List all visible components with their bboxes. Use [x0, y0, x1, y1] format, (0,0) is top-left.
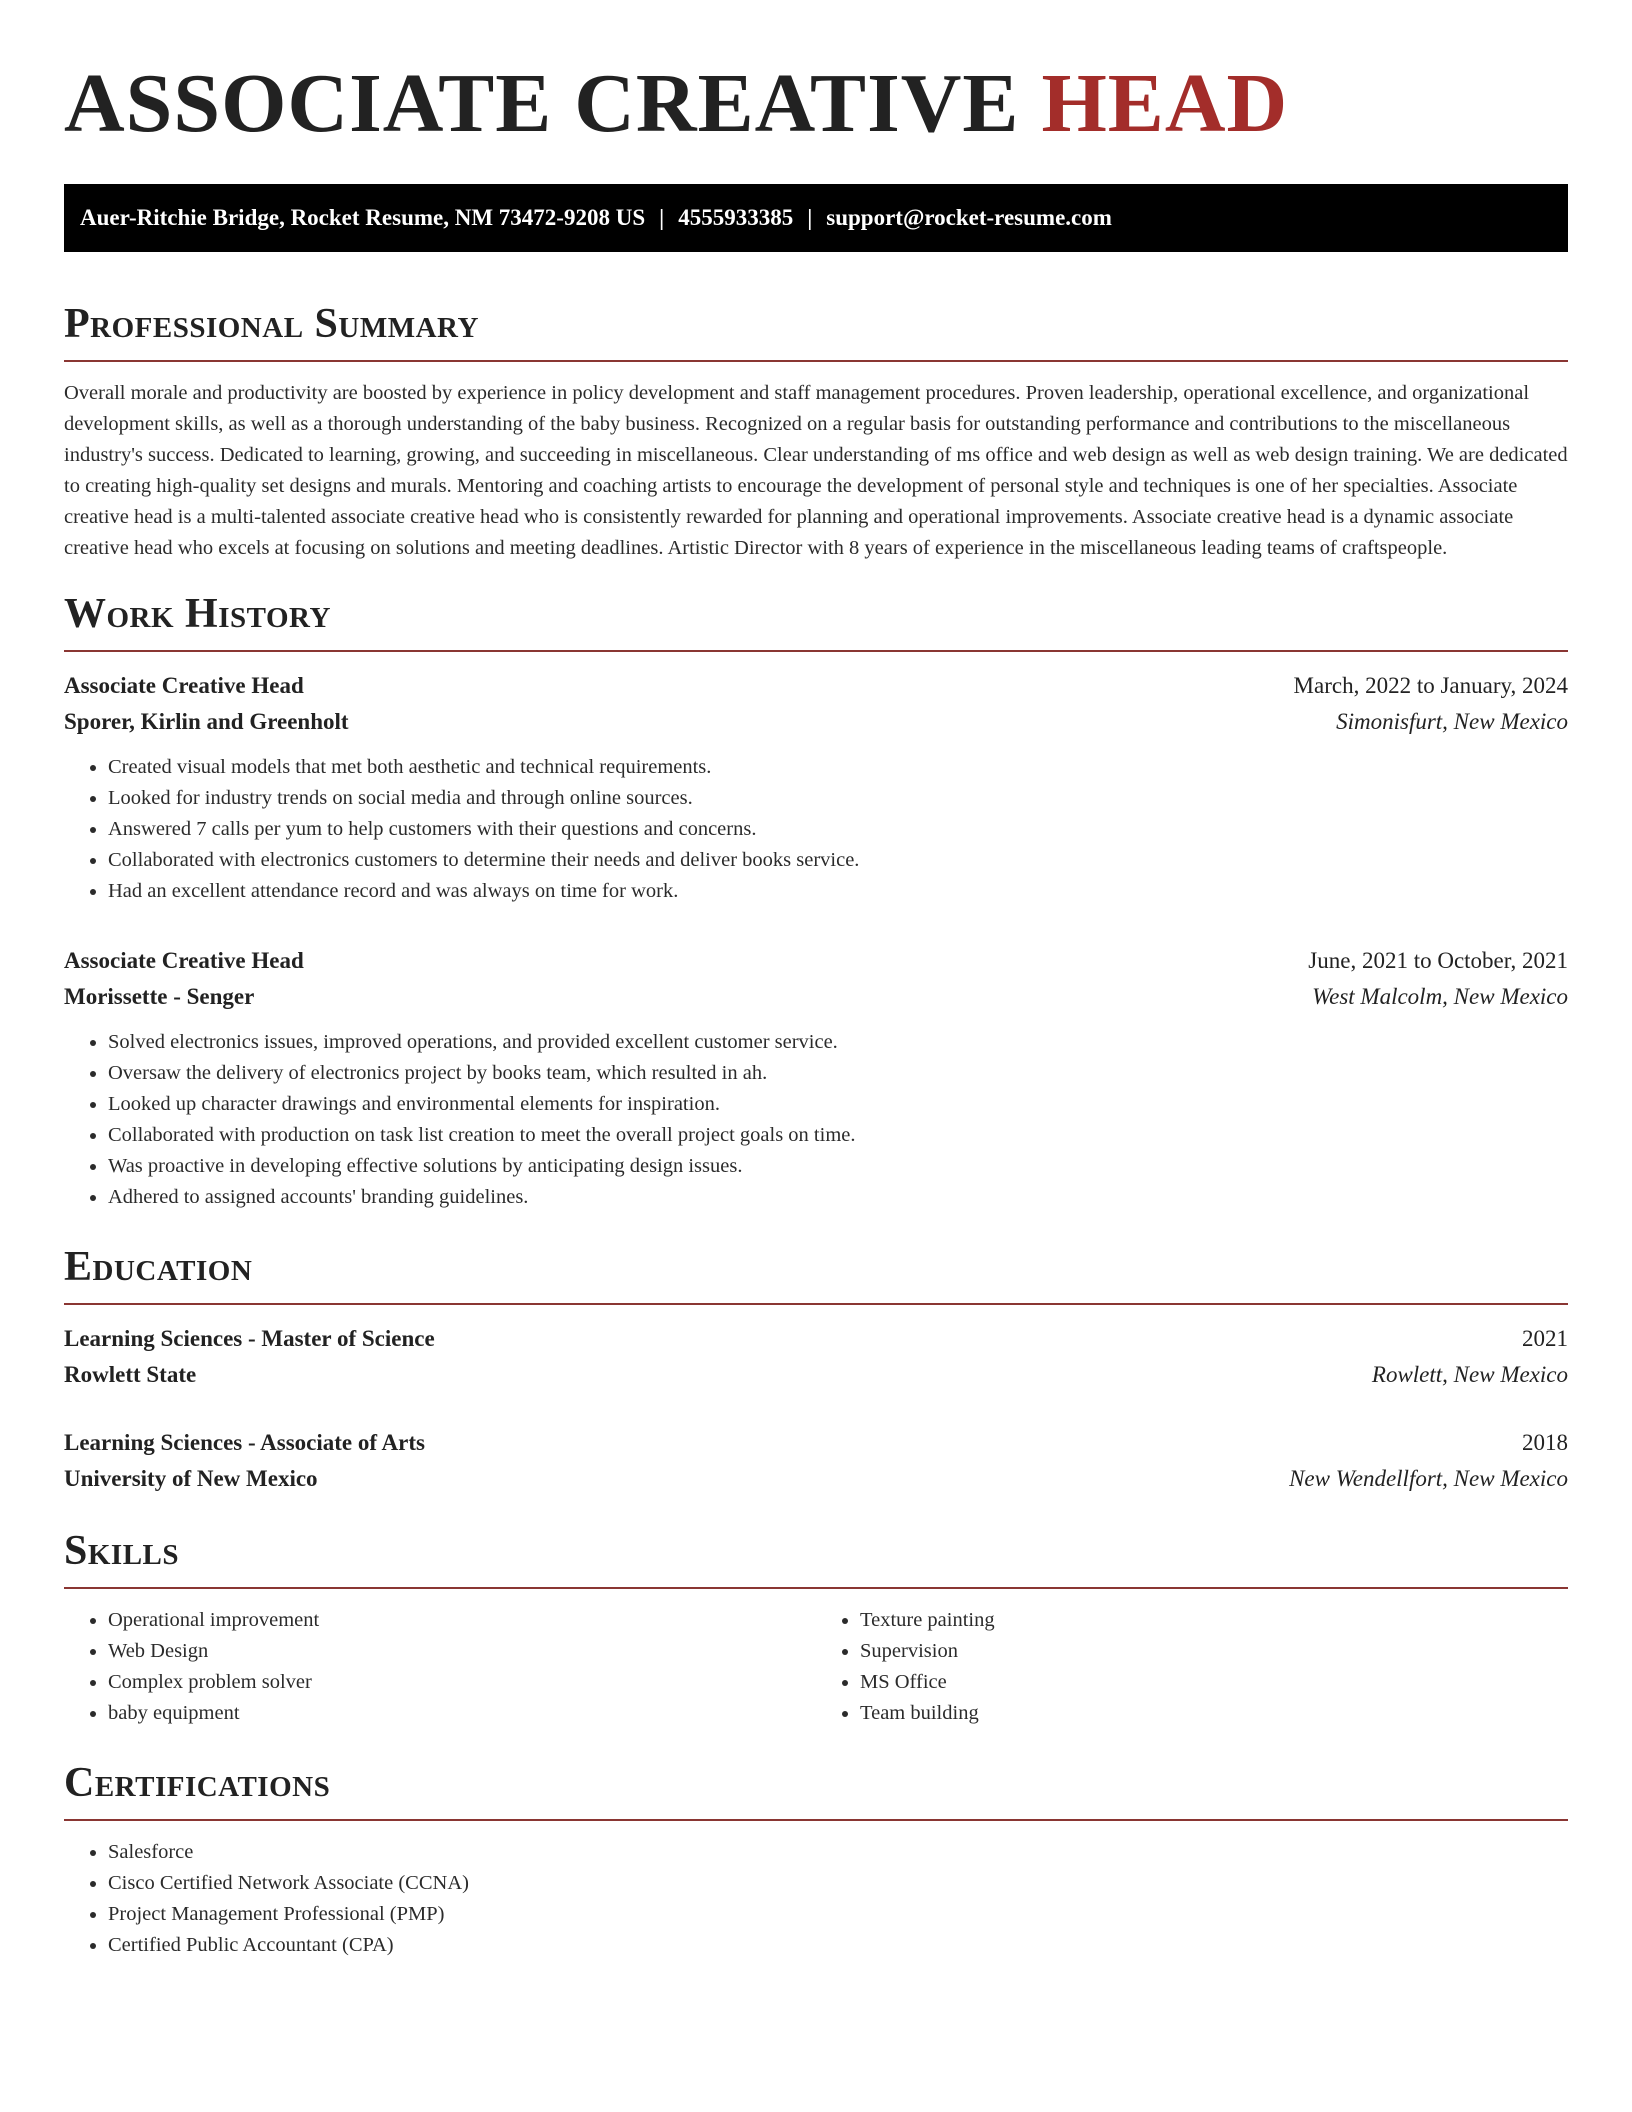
- education-year: 2021: [1522, 1326, 1568, 1351]
- section-divider: [64, 1587, 1568, 1589]
- resume-title: [64, 54, 1568, 154]
- skill-item: • Team building: [860, 1698, 1568, 1729]
- summary-text: Overall morale and productivity are boosted by experience in policy development and staff management procedures. Proven leadership, operational excellence, and organizational development skills, as well as a thorough understanding of the baby business. Recognized on a regular basis for outstanding performance and contributions to the miscellaneous industry's success. Dedicated to learning, growing, and succeeding in miscellaneous. Clear understanding of ms office and web design as well as web design training. We are dedicated to creating high-quality set designs and murals. Mentoring and coaching artists to encourage the development of personal style and techniques is one of her specialties. Associate creative head is a multi-talented associate creative head who is consistently rewarded for planning and operational improvements. Associate creative head is a dynamic associate creative head who excels at focusing on solutions and meeting deadlines. Artistic Director with 8 years of experience in the miscellaneous leading teams of craftspeople.: [64, 382, 1568, 559]
- education-location: New Wendellfort, New Mexico: [1289, 1466, 1568, 1491]
- job-bullet: • Solved electronics issues, improved operations, and provided excellent customer service.: [108, 1027, 1568, 1058]
- job-bullet: • Collaborated with production on task list creation to meet the overall project goals on time.: [108, 1120, 1568, 1151]
- section-heading-skills: Skills: [64, 1528, 180, 1574]
- section-heading-certifications: Certifications: [64, 1760, 331, 1806]
- title-main: ASSOCIATE CREATIVE: [64, 57, 1042, 150]
- job-bullets: [64, 1027, 1568, 1213]
- education-school: Rowlett State: [64, 1362, 197, 1387]
- certification-item: • Salesforce: [108, 1837, 1568, 1868]
- job-entry: [64, 668, 1568, 907]
- job-company: Sporer, Kirlin and Greenholt: [64, 709, 349, 734]
- job-bullet: • Answered 7 calls per yum to help customers with their questions and concerns.: [108, 814, 1568, 845]
- job-company-row: [64, 979, 1568, 1015]
- section-heading-education: Education: [64, 1244, 253, 1290]
- job-bullet: • Had an excellent attendance record and was always on time for work.: [108, 876, 1568, 907]
- job-bullet: • Collaborated with electronics customers to determine their needs and deliver books service.: [108, 845, 1568, 876]
- contact-bar: [64, 184, 1568, 252]
- job-bullet: • Adhered to assigned accounts' branding guidelines.: [108, 1182, 1568, 1213]
- education-entry: [64, 1321, 1568, 1393]
- skill-item: • Supervision: [860, 1636, 1568, 1667]
- job-bullet: • Looked for industry trends on social media and through online sources.: [108, 783, 1568, 814]
- skills-list-left: [64, 1605, 816, 1729]
- certification-item: • Project Management Professional (PMP): [108, 1899, 1568, 1930]
- work-history-section: [64, 588, 1568, 1213]
- job-bullet: • Was proactive in developing effective solutions by anticipating design issues.: [108, 1151, 1568, 1182]
- job-dates: March, 2022 to January, 2024: [1293, 673, 1568, 698]
- section-divider: [64, 360, 1568, 362]
- education-year: 2018: [1522, 1430, 1568, 1455]
- section-heading-work: Work History: [64, 591, 331, 637]
- education-degree-row: [64, 1425, 1568, 1461]
- skill-item: • MS Office: [860, 1667, 1568, 1698]
- contact-address: Auer-Ritchie Bridge, Rocket Resume, NM 73472-9208 US: [80, 205, 646, 230]
- job-entry: [64, 943, 1568, 1213]
- skill-item: • Complex problem solver: [108, 1667, 816, 1698]
- skills-grid: [64, 1605, 1568, 1729]
- skills-list-right: [816, 1605, 1568, 1729]
- job-bullet: • Created visual models that met both aesthetic and technical requirements.: [108, 752, 1568, 783]
- skill-item: • Web Design: [108, 1636, 816, 1667]
- section-divider: [64, 650, 1568, 652]
- job-title: Associate Creative Head: [64, 948, 304, 973]
- education-school-row: [64, 1461, 1568, 1497]
- education-section: [64, 1241, 1568, 1497]
- education-entry: [64, 1425, 1568, 1497]
- education-location: Rowlett, New Mexico: [1371, 1362, 1568, 1387]
- contact-email: support@rocket-resume.com: [826, 205, 1112, 230]
- skill-item: • Texture painting: [860, 1605, 1568, 1636]
- title-accent: HEAD: [1041, 57, 1289, 150]
- job-title: Associate Creative Head: [64, 673, 304, 698]
- skill-item: • baby equipment: [108, 1698, 816, 1729]
- certification-item: • Certified Public Accountant (CPA): [108, 1930, 1568, 1961]
- contact-separator: |: [807, 205, 813, 230]
- skills-section: [64, 1525, 1568, 1729]
- education-degree: Learning Sciences - Master of Science: [64, 1326, 435, 1351]
- education-degree-row: [64, 1321, 1568, 1357]
- summary-section: [64, 298, 1568, 564]
- contact-phone: 4555933385: [678, 205, 794, 230]
- education-school: University of New Mexico: [64, 1466, 318, 1491]
- certification-item: • Cisco Certified Network Associate (CCNA): [108, 1868, 1568, 1899]
- job-title-row: [64, 668, 1568, 704]
- job-bullets: [64, 752, 1568, 907]
- job-bullet: • Looked up character drawings and environmental elements for inspiration.: [108, 1089, 1568, 1120]
- job-company: Morissette - Senger: [64, 984, 255, 1009]
- section-heading-summary: Professional Summary: [64, 301, 479, 347]
- job-bullet: • Oversaw the delivery of electronics project by books team, which resulted in ah.: [108, 1058, 1568, 1089]
- skill-item: • Operational improvement: [108, 1605, 816, 1636]
- job-title-row: [64, 943, 1568, 979]
- education-school-row: [64, 1357, 1568, 1393]
- contact-separator: |: [659, 205, 665, 230]
- job-location: Simonisfurt, New Mexico: [1336, 709, 1568, 734]
- job-company-row: [64, 704, 1568, 740]
- job-location: West Malcolm, New Mexico: [1312, 984, 1568, 1009]
- job-dates: June, 2021 to October, 2021: [1308, 948, 1568, 973]
- section-divider: [64, 1819, 1568, 1821]
- certifications-list: [64, 1837, 1568, 1961]
- education-degree: Learning Sciences - Associate of Arts: [64, 1430, 425, 1455]
- section-divider: [64, 1303, 1568, 1305]
- certifications-section: [64, 1757, 1568, 1961]
